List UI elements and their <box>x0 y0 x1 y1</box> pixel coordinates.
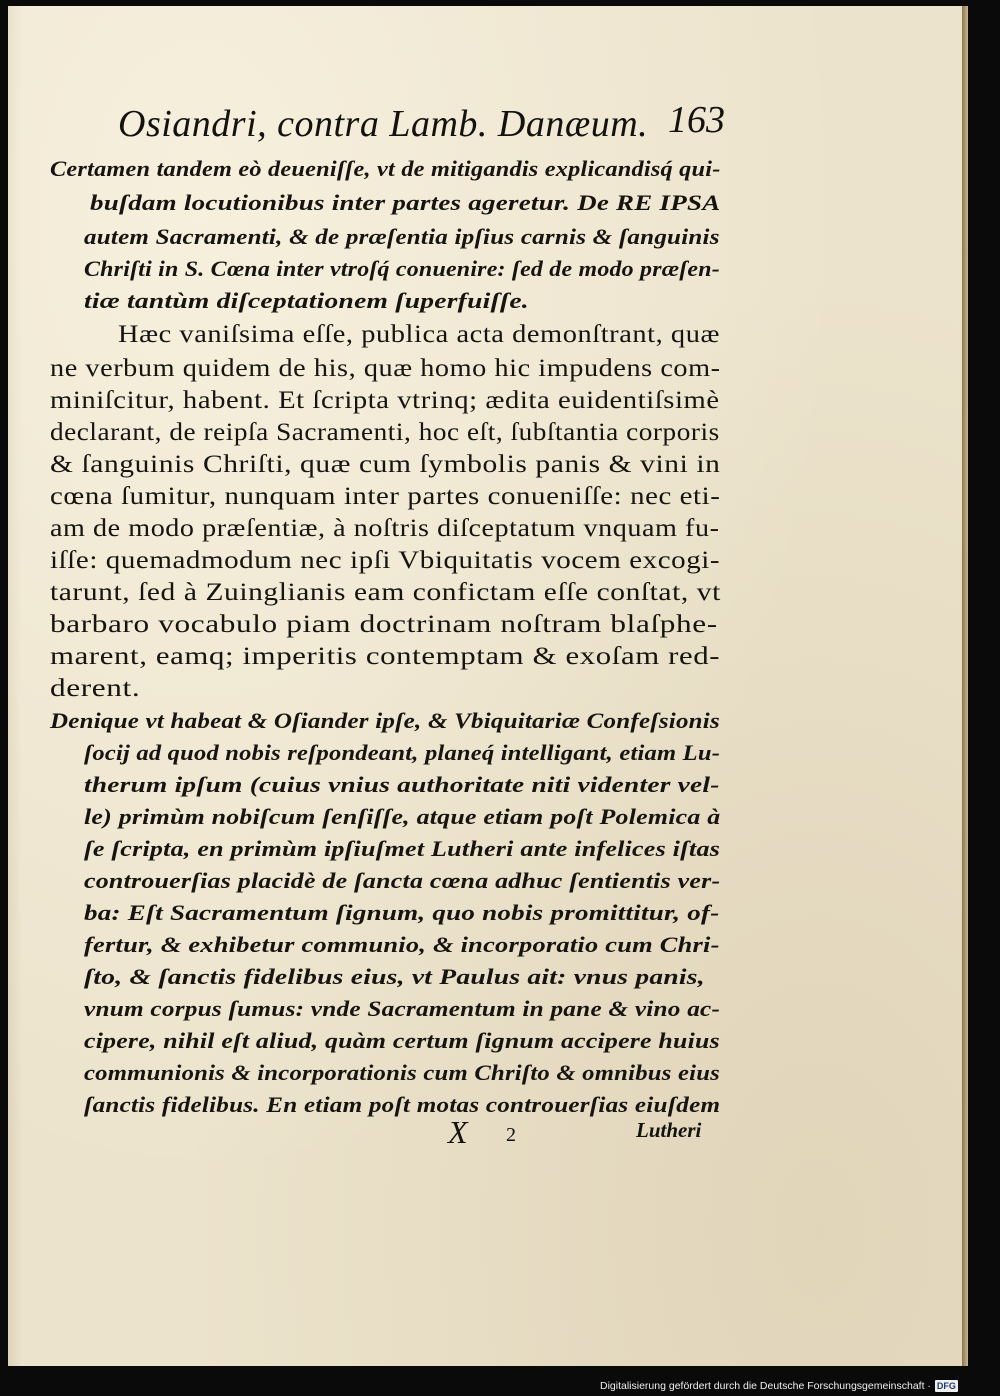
text-line: buſdam locutionibus inter partes ageretur. De RE IPSA <box>90 190 721 215</box>
footer-credit-text: Digitalisierung gefördert durch die Deutsche Forschungsgemeinschaft · <box>600 1380 931 1392</box>
text-line: declarant, de reipſa Sacramenti, hoc eſt, ſubſtantia corporis <box>50 419 720 446</box>
text-line: tiæ tantùm diſceptationem ſuperfuiſſe. <box>84 288 529 313</box>
book-page <box>8 6 968 1366</box>
text-line: controuerſias placidè de ſancta cœna adhuc ſentientis ver- <box>84 868 721 893</box>
text-line: therum ipſum (cuius vnius authoritate niti videnter vel- <box>84 772 720 797</box>
text-line: barbaro vocabulo piam doctrinam noſtram blaſphe- <box>50 611 718 638</box>
signature-mark: X <box>448 1114 468 1150</box>
signature-number: 2 <box>506 1124 516 1146</box>
text-line: Hæc vaniſsima eſſe, publica acta demonſtrant, quæ <box>118 321 720 348</box>
text-line: Certamen tandem eò deueniſſe, vt de mitigandis explicandisq́ qui- <box>50 156 721 181</box>
catchword: Lutheri <box>636 1118 702 1142</box>
text-line: cipere, nihil eſt aliud, quàm certum ſignum accipere huius <box>84 1028 720 1053</box>
text-line: vnum corpus ſumus: vnde Sacramentum in pane & vino ac- <box>84 996 721 1021</box>
text-line: am de modo præſentiæ, à noſtris diſceptatum vnquam fu- <box>50 515 720 542</box>
text-line: marent, eamq; imperitis contemptam & exoſam red- <box>50 643 721 670</box>
text-line: ba: Eſt Sacramentum ſignum, quo nobis promittitur, of- <box>84 900 720 925</box>
text-line: ſto, & ſanctis fidelibus eius, vt Paulus ait: vnus panis, <box>84 964 705 989</box>
text-line: ſocij ad quod nobis reſpondeant, planeq́ intelligant, etiam Lu- <box>84 740 721 765</box>
text-line: fertur, & exhibetur communio, & incorporatio cum Chri- <box>84 932 720 957</box>
dfg-logo-icon: DFG <box>936 1381 956 1391</box>
folio-number: 163 <box>668 99 725 141</box>
text-line: iſſe: quemadmodum nec ipſi Vbiquitatis vocem excogi- <box>50 547 721 574</box>
text-line: le) primùm nobiſcum ſenſiſſe, atque etiam poſt Polemica à <box>84 804 721 829</box>
text-line: autem Sacramenti, & de præſentia ipſius carnis & ſanguinis <box>84 224 720 249</box>
text-line: derent. <box>50 675 141 702</box>
text-line: ne verbum quidem de his, quæ homo hic impudens com- <box>50 355 721 382</box>
text-line: miniſcitur, habent. Et ſcripta vtrinq; ædita euidentiſsimè <box>50 387 720 414</box>
text-line: cœna ſumitur, nunquam inter partes conueniſſe: nec eti- <box>50 483 721 510</box>
text-line: ſanctis fidelibus. En etiam poſt motas controuerſias eiuſdem <box>84 1092 721 1117</box>
text-line: communionis & incorporationis cum Chriſto & omnibus eius <box>84 1060 720 1085</box>
running-head: Osiandri, contra Lamb. Danæum. <box>118 103 649 145</box>
text-line: Chriſti in S. Cœna inter vtroſq́ conuenire: ſed de modo præſen- <box>84 256 720 281</box>
digitization-footer <box>600 1376 1000 1396</box>
text-line: tarunt, ſed à Zuinglianis eam confictam eſſe conſtat, vt <box>50 579 721 606</box>
text-line: & ſanguinis Chriſti, quæ cum ſymbolis panis & vini in <box>50 451 721 478</box>
text-line: Denique vt habeat & Oſiander ipſe, & Vbiquitariæ Confeſsionis <box>50 708 720 733</box>
text-line: ſe ſcripta, en primùm ipſiuſmet Lutheri ante infelices iſtas <box>84 836 721 861</box>
